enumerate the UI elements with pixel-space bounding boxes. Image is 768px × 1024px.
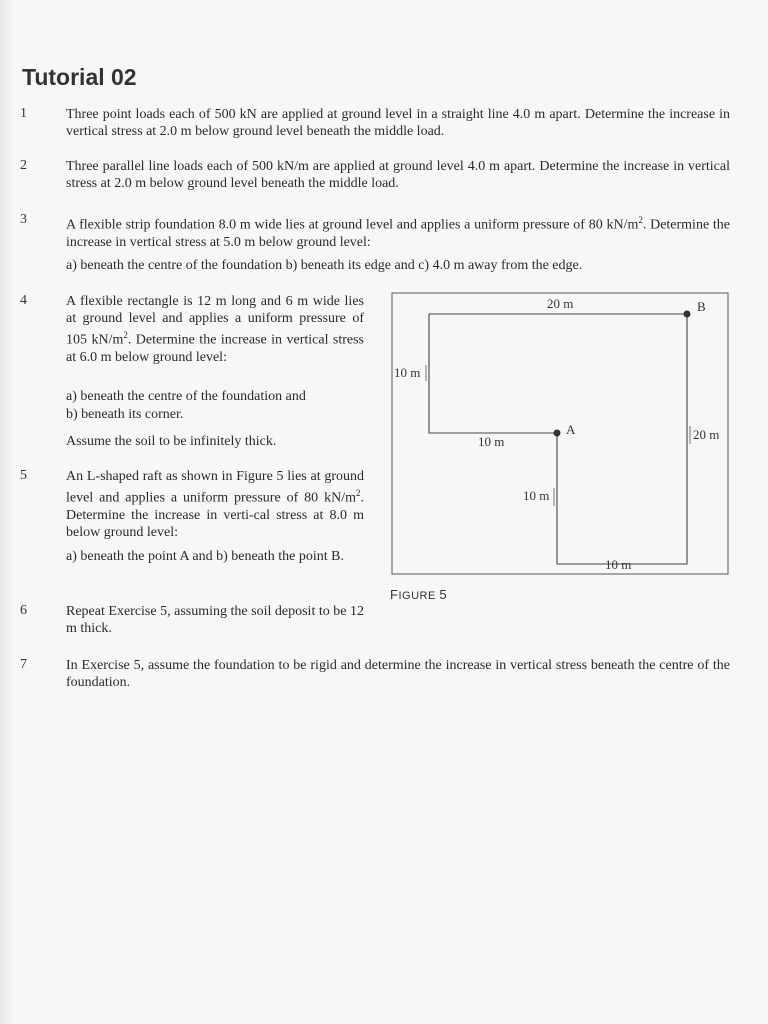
dimension-top-20m: 20 m	[547, 296, 574, 311]
question-3-number: 3	[20, 212, 27, 227]
question-4-part-a: a) beneath the centre of the foundation and	[66, 389, 306, 404]
dimension-left-10m: 10 m	[394, 365, 421, 380]
question-1-text: Three point loads each of 500 kN are applied at ground level in a straight line 4.0 m apart. Determine the increase in vertical stress at 2.0 m below ground level beneath the middle load.	[66, 107, 730, 139]
question-4-part-b: b) beneath its corner.	[66, 407, 184, 422]
question-3-subparts: a) beneath the centre of the foundation b) beneath its edge and c) 4.0 m away from the edge.	[66, 258, 583, 273]
question-4-number: 4	[20, 293, 27, 308]
point-b-label: B	[697, 299, 706, 314]
question-2-text: Three parallel line loads each of 500 kN/m are applied at ground level 4.0 m apart. Determine the increase in vertical stress at 2.0 m below ground level beneath the middle load.	[66, 159, 730, 191]
dimension-right-20m: 20 m	[693, 427, 720, 442]
figure-5-caption: FIGURE 5	[390, 587, 448, 602]
page-title: Tutorial 02	[22, 64, 137, 90]
dimension-inner-horizontal-10m: 10 m	[478, 434, 505, 449]
l-shaped-raft-outline	[429, 314, 687, 564]
question-7-number: 7	[20, 657, 27, 672]
question-5-subparts: a) beneath the point A and b) beneath the point B.	[66, 549, 344, 564]
question-1-number: 1	[20, 106, 27, 121]
question-4-note: Assume the soil to be infinitely thick.	[66, 434, 277, 449]
question-6-text: Repeat Exercise 5, assuming the soil deposit to be 12 m thick.	[66, 604, 364, 636]
question-5-number: 5	[20, 468, 27, 483]
point-a-marker	[554, 430, 561, 437]
dimension-inner-vertical-10m: 10 m	[523, 488, 550, 503]
point-b-marker	[684, 311, 691, 318]
question-4-text: A flexible rectangle is 12 m long and 6 m wide lies at ground level and applies a uniform pressure of 105 $kN/m^2$. Determine the increase in vertical stress at 6.0 m below ground level:	[66, 294, 365, 365]
dimension-bottom-10m: 10 m	[605, 557, 632, 572]
question-5-text: An L-shaped raft as shown in Figure 5 lies at ground level and applies a uniform pressure of 80 $kN/m^2$. Determine the increase in verti-cal stress at 8.0 m below ground level:	[66, 469, 364, 540]
question-7-text: In Exercise 5, assume the foundation to be rigid and determine the increase in vertical stress beneath the centre of the foundation.	[66, 658, 730, 690]
question-6-number: 6	[20, 603, 27, 618]
question-3-text: A flexible strip foundation 8.0 m wide lies at ground level and applies a uniform pressure of 80 $kN/m^2$. Determine the increase in vertical stress at 5.0 m below ground level:	[66, 215, 731, 250]
point-a-label: A	[566, 422, 576, 437]
page-edge-shadow	[0, 0, 14, 1024]
figure-5-diagram	[380, 288, 732, 584]
question-2-number: 2	[20, 158, 27, 173]
